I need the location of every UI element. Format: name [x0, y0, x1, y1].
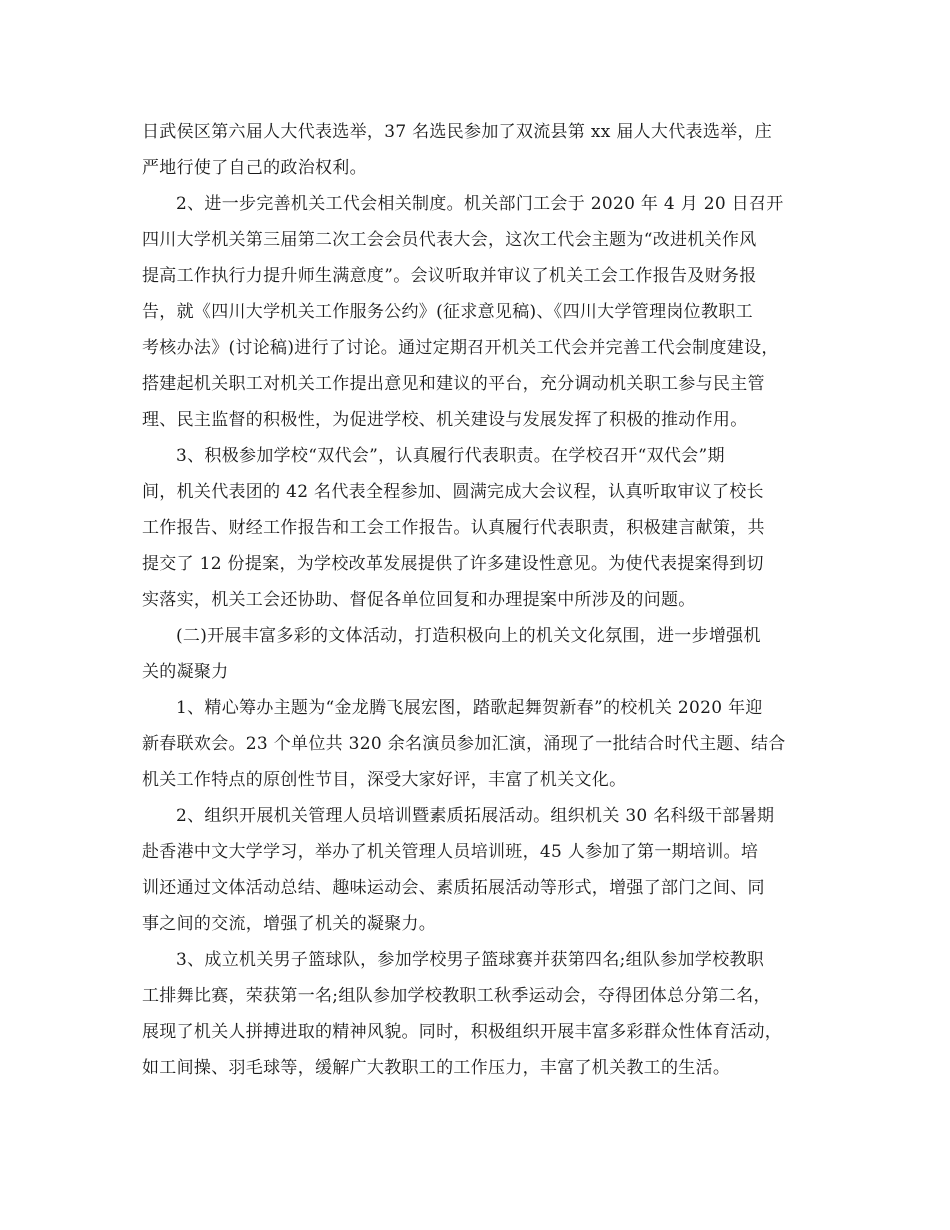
text-line: 日武侯区第六届人大代表选举，37 名选民参加了双流县第 xx 届人大代表选举，庄 — [142, 122, 773, 142]
text-line: 理、民主监督的积极性，为促进学校、机关建设与发展发挥了积极的推动作用。 — [142, 410, 748, 430]
text-line: 搭建起机关职工对机关工作提出意见和建议的平台，充分调动机关职工参与民主管 — [142, 374, 765, 394]
text-line: 展现了机关人拼搏进取的精神风貌。同时，积极组织开展丰富多彩群众性体育活动， — [142, 1022, 783, 1042]
section-heading-cont: 关的凝聚力 — [142, 662, 229, 682]
text-line: 训还通过文体活动总结、趣味运动会、素质拓展活动等形式，增强了部门之间、同 — [142, 878, 765, 898]
paragraph-start: 3、积极参加学校“双代会”，认真履行代表职责。在学校召开“双代会”期 — [176, 446, 725, 466]
text-line: 提高工作执行力提升师生满意度”。会议听取并审议了机关工会工作报告及财务报 — [142, 266, 757, 286]
text-line: 工排舞比赛，荣获第一名;组队参加学校教职工秋季运动会，夺得团体总分第二名， — [142, 986, 771, 1006]
paragraph-start: 2、组织开展机关管理人员培训暨素质拓展活动。组织机关 30 名科级干部暑期 — [176, 806, 775, 826]
text-line: 考核办法》(讨论稿)进行了讨论。通过定期召开机关工代会并完善工代会制度建设， — [142, 338, 779, 358]
text-line: 实落实，机关工会还协助、督促各单位回复和办理提案中所涉及的问题。 — [142, 590, 696, 610]
paragraph-start: 1、精心筹办主题为“金龙腾飞展宏图，踏歌起舞贺新春”的校机关 2020 年迎 — [176, 698, 763, 718]
text-line: 事之间的交流，增强了机关的凝聚力。 — [142, 914, 437, 934]
text-line: 四川大学机关第三届第二次工会会员代表大会，这次工代会主题为“改进机关作风 — [142, 230, 757, 250]
text-line: 赴香港中文大学学习，举办了机关管理人员培训班，45 人参加了第一期培训。培 — [142, 842, 759, 862]
text-line: 机关工作特点的原创性节目，深受大家好评，丰富了机关文化。 — [142, 770, 627, 790]
section-heading: (二)开展丰富多彩的文体活动，打造积极向上的机关文化氛围，进一步增强机 — [176, 626, 761, 646]
text-line: 新春联欢会。23 个单位共 320 余名演员参加汇演，涌现了一批结合时代主题、结合 — [142, 734, 786, 754]
text-line: 工作报告、财经工作报告和工会工作报告。认真履行代表职责，积极建言献策，共 — [142, 518, 765, 538]
text-line: 间，机关代表团的 42 名代表全程参加、圆满完成大会议程，认真听取审议了校长 — [142, 482, 764, 502]
text-line: 如工间操、羽毛球等，缓解广大教职工的工作压力，丰富了机关教工的生活。 — [142, 1058, 731, 1078]
text-line: 严地行使了自己的政治权利。 — [142, 158, 367, 178]
paragraph-start: 3、成立机关男子篮球队，参加学校男子篮球赛并获第四名;组队参加学校教职 — [176, 950, 765, 970]
text-line: 告，就《四川大学机关工作服务公约》(征求意见稿)、《四川大学管理岗位教职工 — [142, 302, 753, 322]
paragraph-start: 2、进一步完善机关工代会相关制度。机关部门工会于 2020 年 4 月 20 日召开 — [176, 194, 784, 214]
text-line: 提交了 12 份提案，为学校改革发展提供了许多建设性意见。为使代表提案得到切 — [142, 554, 764, 574]
